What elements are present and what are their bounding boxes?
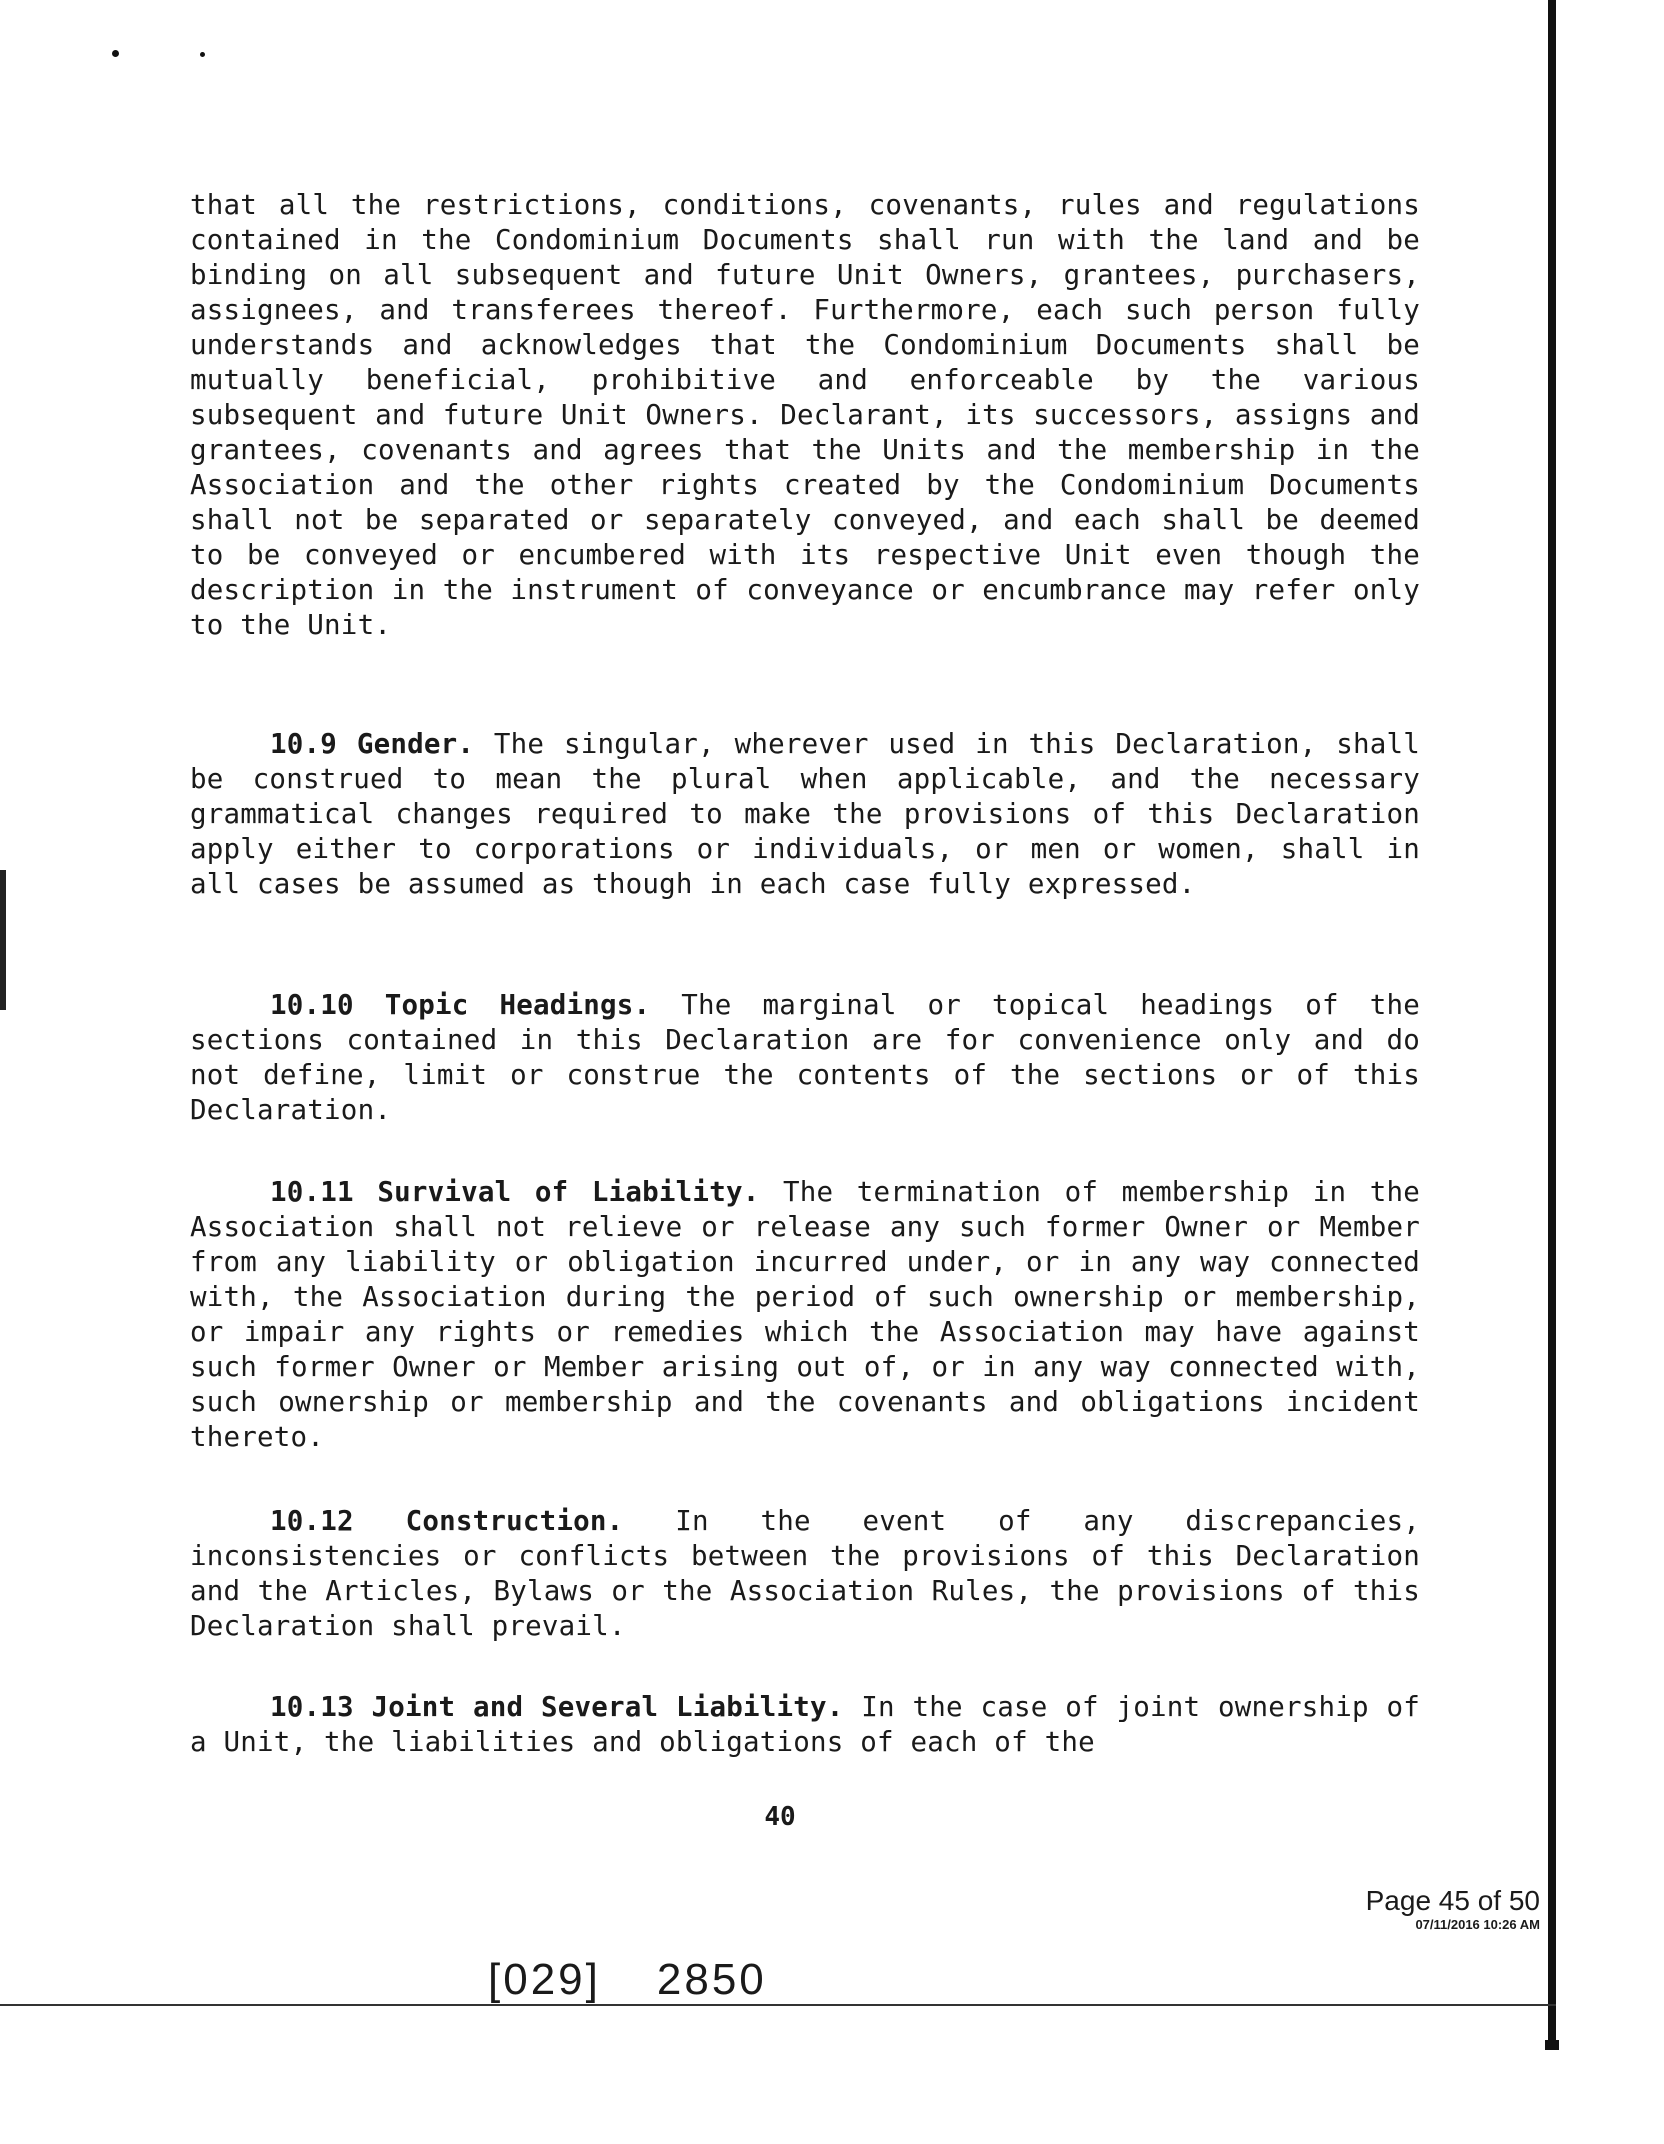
paragraph-text: that all the restrictions, conditions, covenants, rules and regulations contained in the Condominium Documents shall run with the land and be binding on all subsequent and future Unit Owners, grantees, purchasers, assignees, and transferees thereof. Furthermore, each such person fully understands and acknowledges that the Condominium Documents shall be mutually beneficial, prohibitive and enforceable by the various subsequent and future Unit Owners. Declarant, its successors, assigns and grantees, covenants and agrees that the Units and the membership in the Association and the other rights created by the Condominium Documents shall not be separated or separately conveyed, and each shall be deemed to be conveyed or encumbered with its respective Unit even though the description in the instrument of conveyance or encumbrance may refer only to the Unit. <box>190 189 1420 641</box>
recording-stamp <box>1270 1885 1540 1933</box>
section-text: In the case of joint ownership of a Unit, the liabilities and obligations of each of the <box>190 1691 1420 1758</box>
section-title: Gender. <box>356 728 475 760</box>
section-title: Construction. <box>405 1505 624 1537</box>
page-frame-right-border <box>1548 0 1556 2050</box>
section-10-13 <box>190 1690 1420 1760</box>
section-text: The singular, wherever used in this Declaration, shall be construed to mean the plural when applicable, and the necessary grammatical changes required to make the provisions of this Declaration apply either to corporations or individuals, or men or women, shall in all cases be assumed as though in each case fully expressed. <box>190 728 1420 900</box>
stamp-datetime: 07/11/2016 10:26 AM <box>1415 1917 1540 1932</box>
section-number: 10.10 <box>270 989 354 1021</box>
section-title: Joint and Several Liability. <box>371 1691 844 1723</box>
book-page-number: 2850 <box>656 1955 767 2004</box>
section-paragraph <box>190 727 1420 902</box>
book-page-reference <box>488 1955 767 2005</box>
section-paragraph <box>190 988 1420 1128</box>
section-10-10 <box>190 988 1420 1128</box>
section-10-11 <box>190 1175 1420 1455</box>
section-text: The marginal or topical headings of the sections contained in this Declaration are for convenience only and do not define, limit or construe the contents of the sections or of this Declaration. <box>190 989 1421 1126</box>
section-paragraph <box>190 1690 1420 1760</box>
section-title: Survival of Liability. <box>377 1176 760 1208</box>
page-frame-corner <box>1545 2040 1559 2050</box>
section-paragraph <box>190 1175 1420 1455</box>
scan-edge-mark <box>0 870 6 1010</box>
section-text: In the event of any discrepancies, inconsistencies or conflicts between the provisions of this Declaration and the Articles, Bylaws or the Association Rules, the provisions of this Declaration shall prevail. <box>190 1505 1420 1642</box>
section-number: 10.12 <box>270 1505 354 1537</box>
scan-speck <box>112 50 119 57</box>
section-paragraph <box>190 1504 1420 1644</box>
section-text: The termination of membership in the Association shall not relieve or release any such former Owner or Member from any liability or obligation incurred under, or in any way connected with, the Association during the period of such ownership or membership, or impair any rights or remedies which the Association may have against such former Owner or Member arising out of, or in any way connected with, such ownership or membership and the covenants and obligations incident thereto. <box>190 1176 1420 1453</box>
section-10-12 <box>190 1504 1420 1644</box>
bottom-rule <box>0 2004 1556 2006</box>
stamp-page-count: Page 45 of 50 <box>1365 1885 1540 1916</box>
book-number: [029] <box>488 1955 601 2004</box>
page-number: 40 <box>764 1802 796 1832</box>
paragraph-intro <box>190 188 1420 643</box>
section-10-9 <box>190 727 1420 902</box>
section-number: 10.11 <box>270 1176 354 1208</box>
section-number: 10.9 <box>270 728 338 760</box>
scan-speck <box>200 52 205 57</box>
section-number: 10.13 <box>270 1691 354 1723</box>
section-title: Topic Headings. <box>384 989 651 1021</box>
